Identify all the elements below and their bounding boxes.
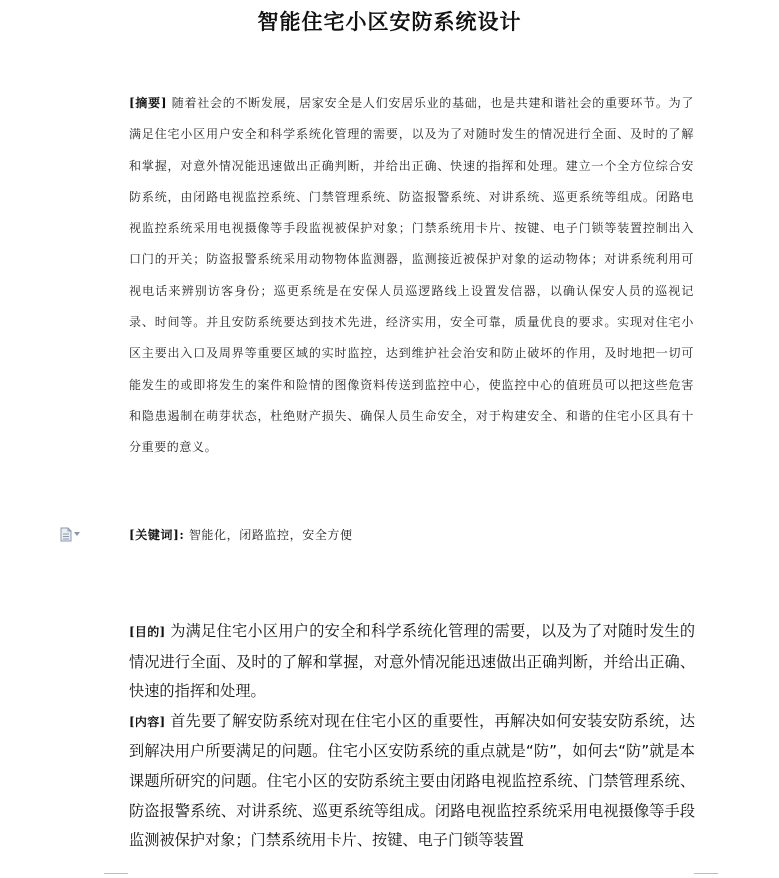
document-title: 智能住宅小区安防系统设计: [257, 10, 522, 34]
abstract-label: [摘要]: [129, 96, 168, 110]
content-paragraph: [129, 707, 695, 856]
purpose-paragraph: [129, 617, 695, 707]
purpose-label: [目的]: [129, 625, 166, 639]
document-icon: [60, 527, 72, 542]
abstract-paragraph: [129, 88, 694, 464]
content-text: 首先要了解安防系统对现在住宅小区的重要性，再解决如何安装安防系统，达到解决用户所要满足的问题。住宅小区安防系统的重点就是“防”，如何去“防”就是本课题所研究的问题。住宅小区的安防系统主要由闭路电视监控系统、门禁管理系统、防盗报警系统、对讲系统、巡更系统等组成。闭路电视监控系统采用电视摄像等手段监测被保护对象；门禁系统用卡片、按键、电子门锁等装置: [129, 711, 696, 850]
chevron-down-icon: [74, 532, 80, 536]
keywords-text: 智能化，闭路监控，安全方便: [188, 528, 353, 542]
paragraph-menu-button[interactable]: [60, 526, 82, 542]
purpose-text: 为满足住宅小区用户的安全和科学系统化管理的需要，以及为了对随时发生的情况进行全面、及时的了解和掌握，对意外情况能迅速做出正确判断，并给出正确、快速的指挥和处理。: [129, 622, 696, 701]
body-section: [129, 617, 695, 856]
page-corner-mark-right: [694, 873, 718, 878]
keywords-line: [129, 524, 694, 546]
abstract-text: 随着社会的不断发展，居家安全是人们安居乐业的基础，也是共建和谐社会的重要环节。为了满足住宅小区用户安全和科学系统化管理的需要，以及为了对随时发生的情况进行全面、及时的了解和掌握，对意外情况能迅速做出正确判断，并给出正确、快速的指挥和处理。建立一个全方位综合安防系统，由闭路电视监控系统、门禁管理系统、防盗报警系统、对讲系统、巡更系统等组成。闭路电视监控系统采用电视摄像等手段监视被保护对象；门禁系统用卡片、按键、电子门锁等装置控制出入口门的开关；防盗报警系统采用动物物体监测器，监测接近被保护对象的运动物体；对讲系统利用可视电话来辨别访客身份；巡更系统是在安保人员巡逻路线上设置发信器，以确认保安人员的巡视记录、时间等。并且安防系统要达到技术先进，经济实用，安全可靠，质量优良的要求。实现对住宅小区主要出入口及周界等重要区域的实时监控，达到维护社会治安和防止破坏的作用，及时地把一切可能发生的或即将发生的案件和险情的图像资料传送到监控中心，使监控中心的值班员可以把这些危害和隐患遏制在萌芽状态，杜绝财产损失、确保人员生命安全，对于构建安全、和谐的住宅小区具有十分重要的意义。: [129, 96, 694, 455]
content-label: [内容]: [129, 714, 166, 729]
page-corner-mark-left: [104, 873, 128, 878]
keywords-label: [关键词]:: [129, 528, 185, 542]
